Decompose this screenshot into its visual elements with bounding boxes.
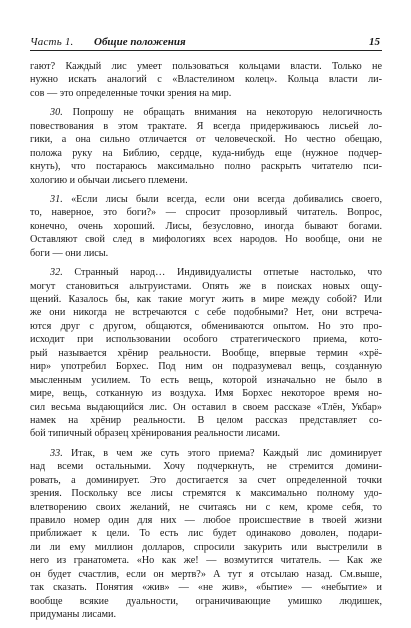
- paragraph: [30, 60, 382, 100]
- line-text: кнуть), что постараюсь максимально полно раскрыть читателю пси-: [30, 161, 382, 173]
- book-page: [30, 34, 382, 628]
- running-head: [30, 34, 382, 51]
- paragraph: [30, 447, 382, 622]
- line-text: правило номер один для них — любое происшествие в твоей жизни: [30, 515, 382, 526]
- line-text: Попрошу не обращать внимания на некоторую нелогичность: [72, 107, 382, 119]
- text-line: [30, 233, 382, 246]
- line-text: могут становиться альтруистами. Опять же в поисках новых ощу-: [30, 280, 382, 292]
- line-text: положа руку на Библию, сердце, куда-нибудь еще (нужное подчер-: [30, 147, 382, 159]
- line-text: сов — это определенные точки зрения на мир.: [30, 87, 232, 99]
- text-line: [30, 554, 382, 567]
- text-line: [30, 266, 382, 279]
- line-text: ются друг с другом, общаются, обмениваются опытом. Но это про-: [30, 320, 382, 332]
- text-line: [30, 347, 382, 360]
- text-line: [30, 460, 382, 473]
- line-text: щений. Казалось бы, как такие могут жить в мире между собой? Или: [30, 294, 382, 305]
- line-text: мысленным усилием. То есть вещь, которой изначально не было в: [30, 374, 382, 386]
- line-text: нужно искать аналогий с «Властелином колец». Кольца власти ли-: [30, 74, 382, 86]
- text-line: [30, 608, 382, 621]
- running-head-section: Общие положения: [94, 36, 186, 48]
- text-line: [30, 174, 382, 187]
- line-text: рый называется хрёнир реальности. Вообще, впервые термин «хрё-: [30, 347, 382, 359]
- line-text: боги — они лисы.: [30, 247, 109, 259]
- line-text: бой типичный образец хрёнирования реальности лисами.: [30, 428, 281, 440]
- line-text: влетворению своих желаний, не считаясь ни с кем, кроме себя, то: [30, 501, 382, 513]
- text-line: [30, 133, 382, 146]
- line-text: то, наверное, это боги?» — спросит прозорливый читатель. Вопрос,: [30, 207, 382, 219]
- text-line: [30, 360, 382, 373]
- text-line: [30, 414, 382, 427]
- line-text: ровать, а доминирует. Это достигается за счет определенной точки: [30, 474, 382, 486]
- text-line: [30, 160, 382, 173]
- page-number: 15: [369, 36, 380, 48]
- text-line: [30, 581, 382, 594]
- paragraph-number: 32.: [50, 267, 63, 279]
- line-text: него из гранатомета. «Но как же! — возмутится читатель. — Как же: [30, 555, 382, 567]
- text-line: [30, 220, 382, 233]
- text-line: [30, 87, 382, 100]
- line-text: Оставляют свой след в мифологиях всех народов. Но вообще, они не: [30, 234, 382, 246]
- paragraph-number: 30.: [50, 107, 63, 119]
- text-line: [30, 60, 382, 73]
- line-text: хологию и обычаи лисьего племени.: [30, 174, 188, 186]
- text-line: [30, 106, 382, 119]
- text-line: [30, 147, 382, 160]
- line-text: зрения. Поскольку все лисы стремятся к максимально полному удо-: [30, 488, 382, 500]
- line-text: он будет счастлив, если он мертв?» А тут я отсылаю назад. См.выше,: [30, 568, 382, 580]
- line-text: Итак, в чем же суть этого приема? Каждый лис доминирует: [71, 447, 382, 459]
- line-text: Странный народ… Индивидуалисты отпетые настолько, что: [74, 267, 382, 279]
- text-line: [30, 374, 382, 387]
- text-line: [30, 487, 382, 500]
- line-text: гики, а она сильно отличается от человеческой. Но честно обещаю,: [30, 134, 382, 146]
- paragraph: [30, 106, 382, 187]
- line-text: же они никогда не встречаются с себе подобными? Нет, они встреча-: [30, 307, 382, 319]
- text-line: [30, 293, 382, 306]
- line-text: исходит при использовании особого стратегического приема, кото-: [30, 334, 382, 346]
- text-line: [30, 306, 382, 319]
- line-text: вообще всякие дуальности, ограничивающие умишко людишек,: [30, 595, 382, 607]
- line-text: приближает к цели. То есть лис будет одинаково доволен, подари-: [30, 528, 382, 540]
- paragraph-number: 33.: [50, 447, 63, 459]
- text-line: [30, 595, 382, 608]
- paragraph: [30, 266, 382, 441]
- text-line: [30, 320, 382, 333]
- text-line: [30, 474, 382, 487]
- line-text: нир» употребил Борхес. Под ним он подразумевал вещь, созданную: [30, 361, 382, 373]
- line-text: ли ли ему миллион долларов, спросили закурить или выстрелили в: [30, 541, 382, 553]
- text-line: [30, 568, 382, 581]
- line-text: так сказать. Понятия «жив» — «не жив», «бытие» — «небытие» и: [30, 582, 382, 594]
- paragraph-number: 31.: [50, 193, 63, 205]
- text-line: [30, 280, 382, 293]
- text-line: [30, 193, 382, 206]
- line-text: гают? Каждый лис умеет пользоваться кольцами власти. Только не: [30, 61, 382, 72]
- text-line: [30, 333, 382, 346]
- line-text: повествования в этом трактате. Я всегда придерживаюсь лисьей ло-: [30, 120, 382, 132]
- text-line: [30, 527, 382, 540]
- text-line: [30, 447, 382, 460]
- text-line: [30, 120, 382, 133]
- line-text: «Если лисы были всегда, если они всегда добивались своего,: [71, 193, 382, 205]
- text-line: [30, 514, 382, 527]
- text-line: [30, 206, 382, 219]
- line-text: мире, вещь, сотканную из воздуха. Имя Борхес некоторое время но-: [30, 388, 382, 400]
- line-text: конечно, очень хороший. Лисы, безусловно, иногда бывают богами.: [30, 220, 382, 232]
- text-line: [30, 427, 382, 440]
- body-text: [30, 60, 382, 622]
- text-line: [30, 73, 382, 86]
- text-line: [30, 541, 382, 554]
- paragraph: [30, 193, 382, 260]
- running-head-chapter: Часть 1.: [30, 36, 74, 48]
- text-line: [30, 387, 382, 400]
- line-text: над всеми остальными. Хочу подчеркнуть, не стремится домини-: [30, 461, 382, 473]
- line-text: намек на хрёнир реальности. В целом рассказ представляет со-: [30, 414, 382, 426]
- text-line: [30, 401, 382, 414]
- line-text: придуманы лисами.: [30, 609, 117, 621]
- text-line: [30, 247, 382, 260]
- line-text: сил весьма выдающийся лис. Он оставил в своем рассказе «Тлён, Укбар»: [30, 401, 382, 413]
- text-line: [30, 501, 382, 514]
